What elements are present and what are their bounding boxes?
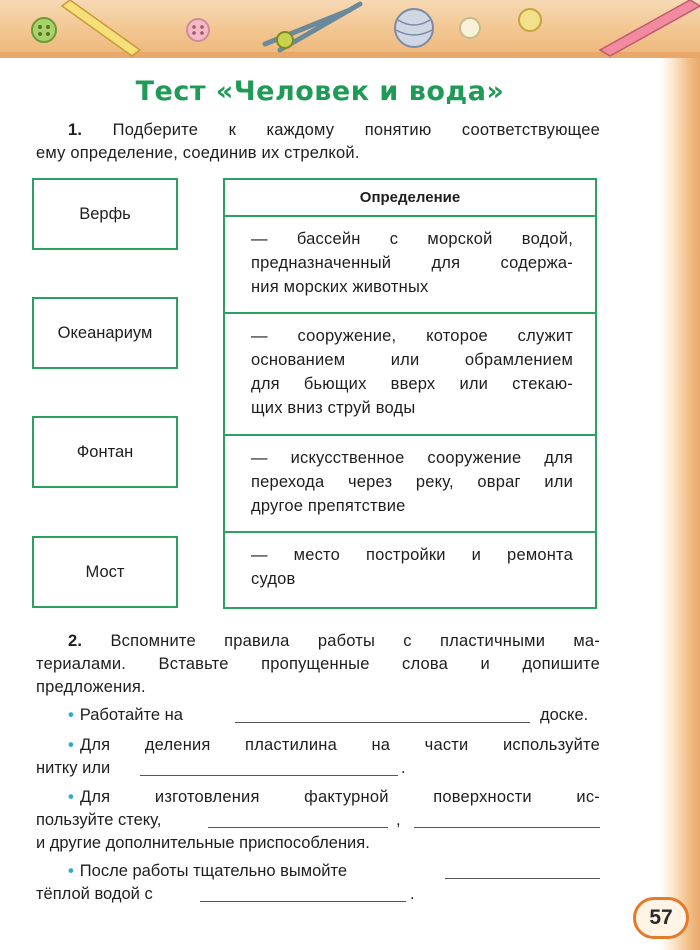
answer-blank-5[interactable]	[445, 878, 600, 879]
task2-instruction-line2: териалами. Вставьте пропущенные слова и допишите	[36, 655, 600, 673]
task1-instruction-line1: 1. Подберите к каждому понятию соответствующее	[68, 121, 600, 139]
bullet-dot-icon: •	[68, 788, 74, 806]
bullet-2-line2-end: .	[401, 759, 406, 777]
answer-blank-3[interactable]	[208, 827, 388, 828]
yarn-ball-icon	[395, 9, 433, 47]
bullet-3-line1: • Для изготовления фактурной поверхности ис-	[68, 788, 600, 806]
page-edge-decoration	[660, 58, 700, 950]
term-box-fontan[interactable]: Фонтан	[32, 416, 178, 488]
bullet-2-line1: • Для деления пластилина на части используйте	[68, 736, 600, 754]
definition-row-3[interactable]: — искусственное сооружение для перехода через реку, овраг или другое препятствие	[225, 436, 595, 533]
definition-row-4[interactable]: — место постройки и ремонта судов	[251, 546, 573, 588]
bullet-4-line2-start: тёплой водой с	[36, 885, 153, 903]
page-title: Тест «Человек и вода»	[135, 76, 505, 107]
task2-instruction-line3: предложения.	[36, 678, 146, 696]
button-icon	[187, 19, 209, 41]
pencil-icon	[600, 0, 700, 56]
answer-blank-2[interactable]	[140, 775, 398, 776]
term-box-most[interactable]: Мост	[32, 536, 178, 608]
header-decoration	[0, 0, 700, 58]
bullet-2-line2-start: нитку или	[36, 759, 111, 777]
craft-tools-illustration	[0, 0, 700, 58]
bullet-1-start: • Работайте на	[68, 706, 183, 724]
bullet-dot-icon: •	[68, 736, 74, 754]
bullet-dot-icon: •	[68, 862, 74, 880]
definitions-header: Определение	[225, 180, 595, 217]
bullet-3-line2-start: пользуйте стеку,	[36, 811, 162, 829]
answer-blank-6[interactable]	[200, 901, 406, 902]
bullet-3-comma: ,	[396, 811, 401, 829]
definitions-table	[223, 178, 597, 609]
definition-row-2[interactable]: — сооружение, которое служит основанием или обрамлением для бьющих вверх или стекаю- щих вниз струй воды	[225, 314, 595, 436]
bullet-dot-icon: •	[68, 706, 74, 724]
button-icon	[32, 18, 56, 42]
button-icon	[519, 9, 541, 31]
task1-instruction-line2: ему определение, соединив их стрелкой.	[36, 144, 360, 162]
pencil-icon	[62, 0, 140, 56]
bullet-3-line3: и другие дополнительные приспособления.	[36, 834, 370, 852]
bullet-4-line1-start: • После работы тщательно вымойте	[68, 862, 348, 880]
term-box-verf[interactable]: Верфь	[32, 178, 178, 250]
bullet-1-end: доске.	[540, 706, 589, 724]
answer-blank-1[interactable]	[235, 722, 530, 723]
button-icon	[460, 18, 480, 38]
bullet-4-line2-end: .	[410, 885, 415, 903]
page-number: 57	[633, 897, 689, 939]
term-box-okeanarium[interactable]: Океанариум	[32, 297, 178, 369]
task2-instruction-line1: 2. Вспомните правила работы с пластичными ма-	[68, 632, 600, 650]
answer-blank-4[interactable]	[414, 827, 600, 828]
definition-row-1[interactable]: — бассейн с морской водой, предназначенный для содержа- ния морских животных	[225, 217, 595, 314]
